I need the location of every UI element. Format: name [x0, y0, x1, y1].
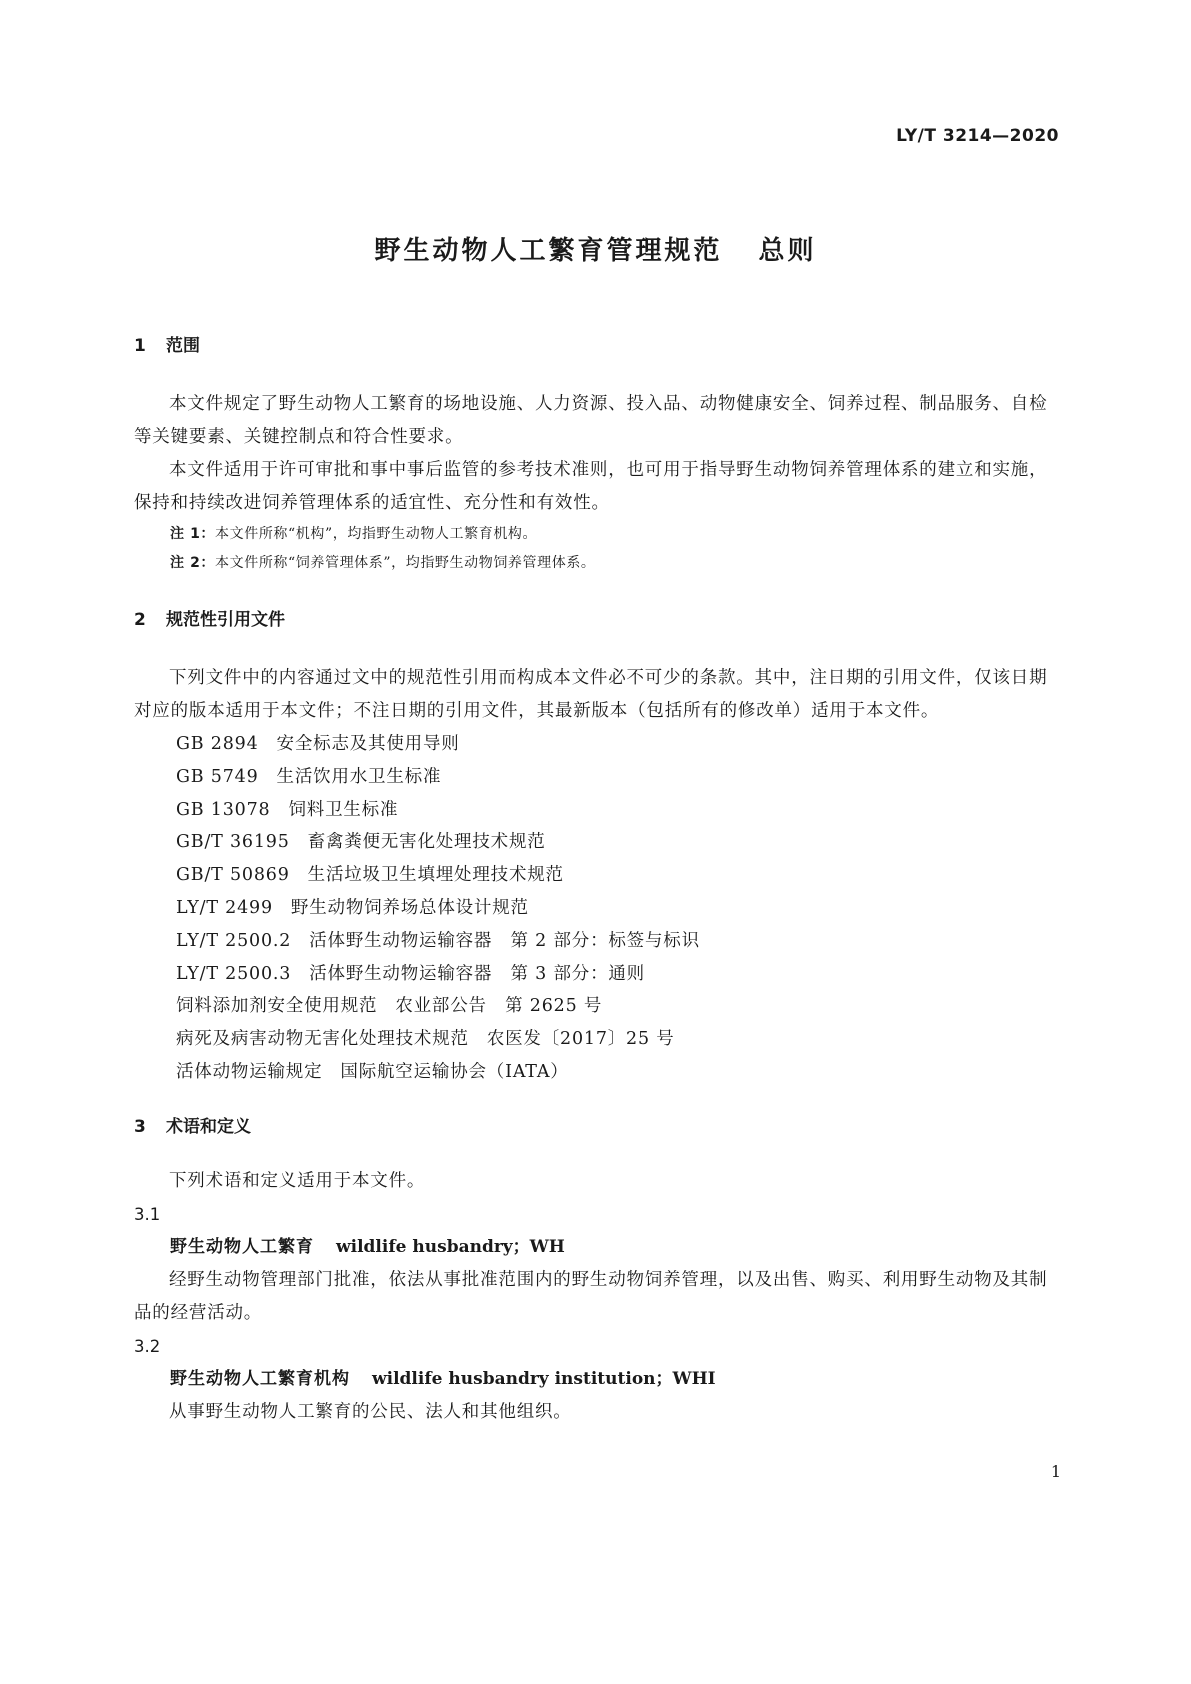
reference-code: LY/T 2500.2 [176, 930, 292, 951]
reference-title: 生活饮用水卫生标准 [276, 766, 442, 787]
reference-title: 农业部公告 第 2625 号 [395, 996, 603, 1017]
section-2-heading [134, 608, 1060, 632]
normative-references-list [134, 728, 1060, 1089]
reference-item [176, 925, 1060, 958]
reference-title: 畜禽粪便无害化处理技术规范 [307, 832, 546, 853]
note-label: 注 2： [170, 555, 216, 571]
term-number: 3.2 [134, 1336, 161, 1356]
document-title [0, 230, 1191, 267]
term-name-en: wildlife husbandry institution；WHI [372, 1368, 716, 1389]
reference-code: GB/T 36195 [176, 832, 290, 853]
reference-title: 活体野生动物运输容器 第 3 部分：通则 [309, 963, 645, 984]
term-name-zh: 野生动物人工繁育机构 [170, 1368, 350, 1389]
term-definition: 从事野生动物人工繁育的公民、法人和其他组织。 [169, 1401, 572, 1422]
reference-code: GB 5749 [176, 766, 259, 787]
terms-intro: 下列术语和定义适用于本文件。 [169, 1170, 426, 1191]
reference-item [176, 1056, 1060, 1089]
reference-code: 活体动物运输规定 [176, 1061, 323, 1082]
section-number: 2 [134, 610, 146, 630]
section-1-heading [134, 334, 1060, 358]
term-name-zh: 野生动物人工繁育 [170, 1236, 314, 1257]
section-title: 规范性引用文件 [166, 610, 285, 630]
reference-title: 活体野生动物运输容器 第 2 部分：标签与标识 [309, 930, 700, 951]
page-number: 1 [1050, 1462, 1061, 1481]
reference-code: LY/T 2500.3 [176, 963, 292, 984]
note-2 [134, 549, 1060, 578]
reference-code: LY/T 2499 [176, 897, 273, 918]
term-name [134, 1231, 1060, 1264]
reference-code: GB 2894 [176, 734, 259, 754]
reference-item [176, 958, 1060, 991]
reference-item [176, 728, 1060, 761]
reference-title: 野生动物饲养场总体设计规范 [290, 897, 529, 918]
reference-title: 安全标志及其使用导则 [276, 734, 460, 754]
reference-item [176, 826, 1060, 859]
note-1 [134, 520, 1060, 549]
reference-code: GB 13078 [176, 799, 271, 820]
reference-item [176, 1023, 1060, 1056]
title-sub: 总则 [758, 236, 817, 266]
reference-item [176, 990, 1060, 1023]
note-text: 本文件所称“机构”，均指野生动物人工繁育机构。 [215, 526, 538, 542]
reference-code: 饲料添加剂安全使用规范 [176, 996, 378, 1017]
section-number: 3 [134, 1116, 146, 1137]
reference-item [176, 794, 1060, 827]
term-number: 3.1 [134, 1204, 161, 1224]
reference-code: GB/T 50869 [176, 865, 290, 886]
document-body [134, 334, 1060, 1429]
reference-item [176, 892, 1060, 925]
standard-code: LY/T 3214—2020 [896, 126, 1059, 146]
reference-title: 国际航空运输协会（IATA） [340, 1061, 569, 1082]
scope-paragraph-1: 本文件规定了野生动物人工繁育的场地设施、人力资源、投入品、动物健康安全、饲养过程、制品服务、自检等关键要素、关键控制点和符合性要求。 [134, 394, 1048, 447]
references-intro: 下列文件中的内容通过文中的规范性引用而构成本文件必不可少的条款。其中，注日期的引用文件，仅该日期对应的版本适用于本文件；不注日期的引用文件，其最新版本（包括所有的修改单）适用于本文件。 [134, 668, 1048, 721]
note-text: 本文件所称“饲养管理体系”，均指野生动物饲养管理体系。 [215, 555, 596, 571]
section-number: 1 [134, 336, 146, 356]
reference-title: 饲料卫生标准 [288, 799, 399, 820]
reference-item [176, 761, 1060, 794]
section-title: 范围 [166, 336, 200, 356]
reference-title: 生活垃圾卫生填埋处理技术规范 [307, 865, 564, 886]
title-main: 野生动物人工繁育管理规范 [374, 236, 723, 266]
term-name [134, 1363, 1060, 1396]
scope-paragraph-2: 本文件适用于许可审批和事中事后监管的参考技术准则，也可用于指导野生动物饲养管理体系的建立和实施，保持和持续改进饲养管理体系的适宜性、充分性和有效性。 [134, 460, 1048, 513]
term-name-en: wildlife husbandry；WH [336, 1236, 565, 1257]
reference-code: 病死及病害动物无害化处理技术规范 [176, 1029, 469, 1050]
note-label: 注 1： [170, 526, 216, 542]
term-definition: 经野生动物管理部门批准，依法从事批准范围内的野生动物饲养管理，以及出售、购买、利用野生动物及其制品的经营活动。 [134, 1269, 1048, 1323]
section-3-heading [134, 1115, 1060, 1139]
section-title: 术语和定义 [166, 1116, 251, 1137]
reference-item [176, 859, 1060, 892]
reference-title: 农医发〔2017〕25 号 [486, 1029, 675, 1050]
